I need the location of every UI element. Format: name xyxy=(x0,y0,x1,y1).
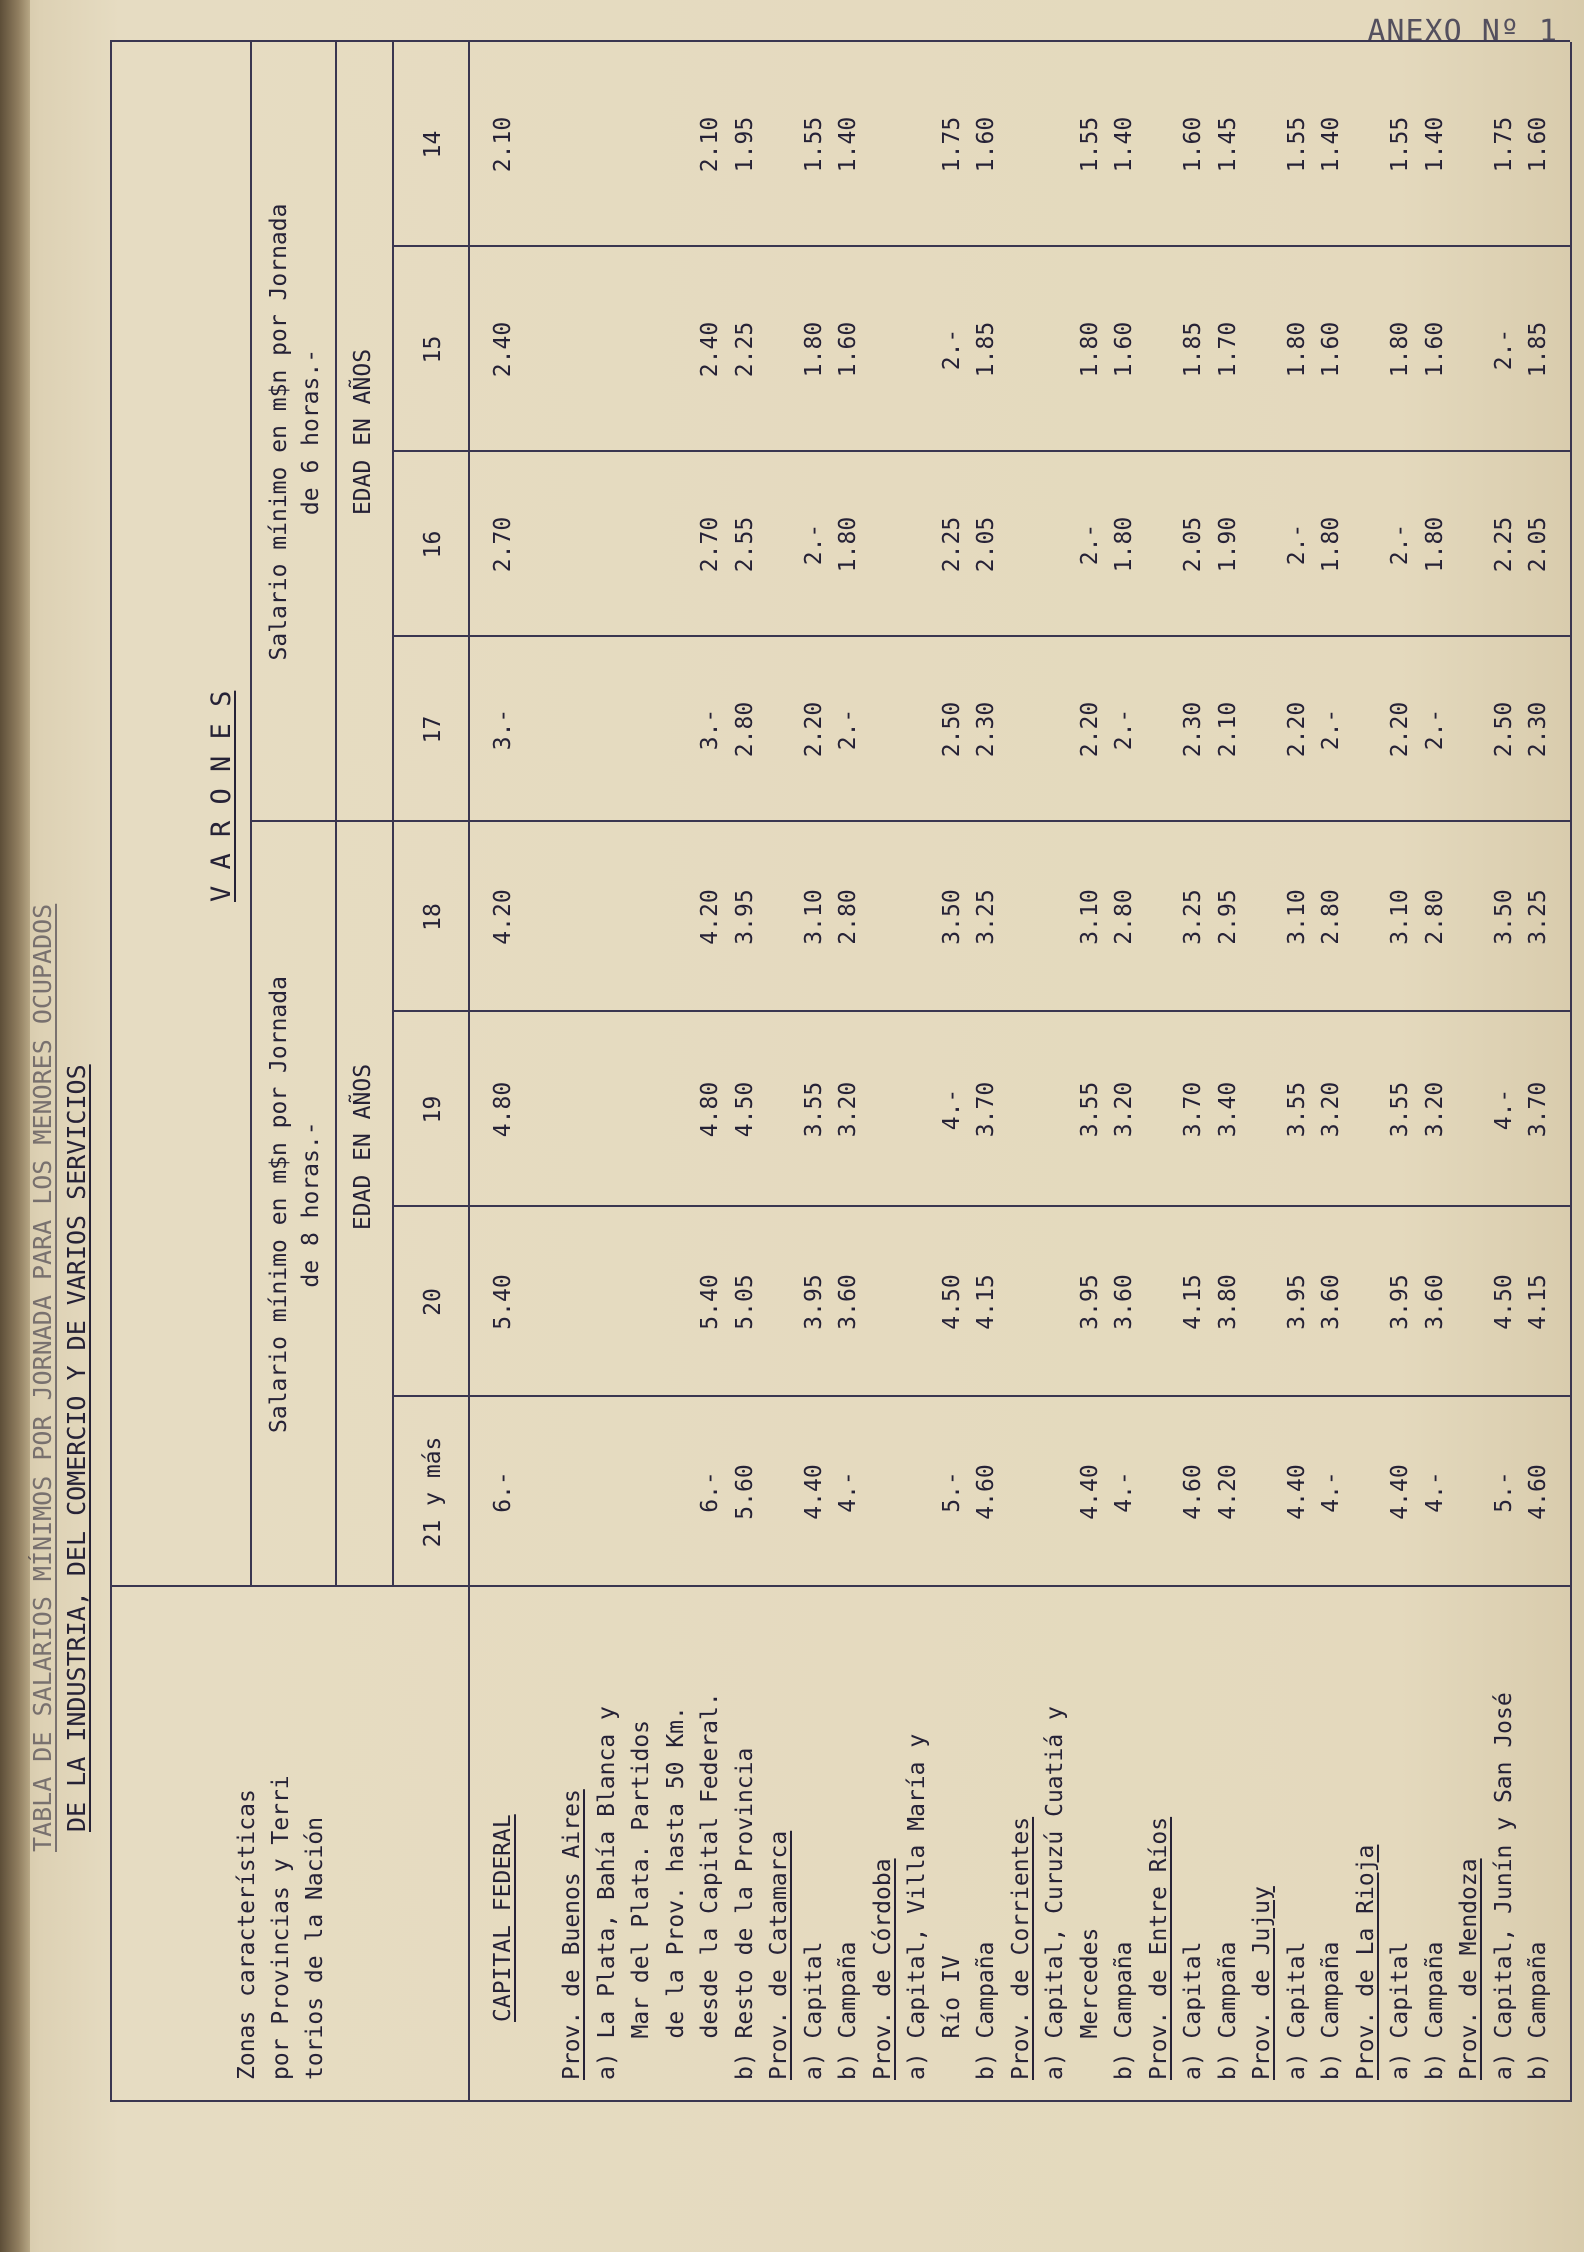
table-cell: 1.45 xyxy=(1214,116,1241,173)
table-cell: 1.80 xyxy=(1318,516,1344,573)
table-cell: 4.- xyxy=(1490,1088,1517,1131)
table-cell: 2.40 xyxy=(697,321,723,378)
table-cell: 4.60 xyxy=(1180,1464,1206,1520)
table-cell: 1.70 xyxy=(1214,321,1241,378)
table-cell: 3.95 xyxy=(1076,1274,1103,1330)
table-cell: 1.55 xyxy=(1387,116,1413,173)
table-cell: 1.80 xyxy=(800,321,827,378)
table-cell: 4.60 xyxy=(973,1464,999,1520)
table-cell: 1.75 xyxy=(1490,116,1517,173)
zone-heading: CAPITAL FEDERAL xyxy=(490,1814,516,2022)
zone-label: a) Capital xyxy=(800,1941,827,2080)
table-cell: 1.85 xyxy=(1525,321,1551,378)
age-col-14: 14 xyxy=(420,130,446,159)
age-col-16: 16 xyxy=(420,530,446,559)
table-cell: 4.50 xyxy=(731,1081,758,1138)
zone-label: a) Capital xyxy=(1283,1941,1310,2080)
zone-label: a) Capital, Villa María y xyxy=(904,1733,930,2080)
table-cell: 6.- xyxy=(697,1471,723,1513)
table-cell: 2.30 xyxy=(1525,701,1551,758)
table-cell: 1.60 xyxy=(1318,321,1344,378)
salary-8h-line-1: Salario mínimo en m$n por Jornada xyxy=(266,976,292,1433)
table-cell: 3.50 xyxy=(938,889,965,945)
table-cell: 5.60 xyxy=(731,1464,758,1520)
zone-label: a) La Plata, Bahía Blanca y xyxy=(593,1706,620,2080)
table-cell: 3.20 xyxy=(1111,1081,1137,1138)
table-cell: 2.50 xyxy=(1490,701,1517,758)
table-cell: 5.- xyxy=(1490,1471,1517,1513)
table-cell: 4.60 xyxy=(1525,1464,1551,1520)
table-cell: 5.40 xyxy=(490,1274,516,1330)
table-cell: 1.55 xyxy=(1076,116,1103,173)
ages-row-divider-6h xyxy=(392,42,394,822)
table-cell: 1.80 xyxy=(835,516,861,573)
table-cell: 4.- xyxy=(938,1088,965,1131)
table-cell: 2.40 xyxy=(490,321,516,378)
table-cell: 2.- xyxy=(1421,708,1448,751)
table-bottom-border xyxy=(1570,42,1572,2102)
table-cell: 3.95 xyxy=(1283,1274,1310,1330)
table-cell: 3.55 xyxy=(1076,1081,1103,1138)
age-col-15: 15 xyxy=(420,335,446,364)
table-cell: 4.50 xyxy=(938,1274,965,1330)
table-cell: 4.50 xyxy=(1490,1274,1517,1330)
table-cell: 4.15 xyxy=(1180,1274,1206,1330)
group-title-varones: V A R O N E S xyxy=(206,690,237,902)
table-cell: 2.80 xyxy=(835,889,861,945)
province-label: Prov. de Córdoba xyxy=(869,1858,896,2080)
table-cell: 2.10 xyxy=(697,116,723,173)
table-cell: 4.80 xyxy=(490,1081,516,1138)
table-cell: 1.60 xyxy=(1525,116,1551,173)
table-cell: 1.80 xyxy=(1421,516,1448,573)
table-cell: 3.- xyxy=(697,708,723,751)
zone-label: a) Capital, Junín y San José xyxy=(1490,1692,1517,2080)
zone-label: b) Resto de la Provincia xyxy=(731,1747,758,2080)
age-divider-8h xyxy=(335,822,337,1587)
age-col-21: 21 y más xyxy=(420,1436,446,1548)
table-cell: 4.40 xyxy=(800,1464,827,1520)
table-cell: 4.15 xyxy=(1525,1274,1551,1330)
table-cell: 2.- xyxy=(1076,523,1103,566)
table-cell: 3.10 xyxy=(1283,889,1310,945)
table-cell: 2.- xyxy=(835,708,861,751)
zone-label: a) Capital, Curuzú Cuatiá y xyxy=(1042,1706,1068,2080)
age-col-18: 18 xyxy=(420,903,446,931)
table-cell: 4.- xyxy=(835,1471,861,1513)
table-cell: 6.- xyxy=(490,1471,516,1513)
province-label: Prov. de Catamarca xyxy=(766,1830,792,2080)
table-cell: 1.40 xyxy=(835,116,861,173)
zone-label: desde la Capital Federal. xyxy=(697,1692,723,2080)
header-body-divider xyxy=(468,42,470,2102)
table-cell: 2.25 xyxy=(1490,516,1517,573)
table-cell: 4.80 xyxy=(697,1081,723,1138)
province-label: Prov. de Mendoza xyxy=(1456,1858,1482,2080)
table-cell: 3.55 xyxy=(1387,1081,1413,1138)
table-cell: 1.60 xyxy=(1111,321,1137,378)
table-cell: 2.05 xyxy=(1180,516,1206,573)
province-label: Prov. de Entre Ríos xyxy=(1145,1816,1172,2080)
table-cell: 2.- xyxy=(1111,708,1137,751)
zone-label: Mercedes xyxy=(1076,1927,1103,2080)
table-cell: 3.60 xyxy=(835,1274,861,1330)
province-label: Prov. de Corrientes xyxy=(1007,1816,1034,2080)
table-cell: 1.60 xyxy=(973,116,999,173)
table-cell: 4.15 xyxy=(973,1274,999,1330)
zone-header-line-1: Zonas características xyxy=(234,1789,260,2080)
table-cell: 1.60 xyxy=(1421,321,1448,378)
table-cell: 4.20 xyxy=(1214,1464,1241,1520)
zone-label: b) Campaña xyxy=(1111,1941,1137,2080)
table-cell: 2.- xyxy=(1318,708,1344,751)
table-cell: 2.70 xyxy=(697,516,723,573)
table-cell: 3.10 xyxy=(1387,889,1413,945)
table-cell: 3.40 xyxy=(1214,1081,1241,1138)
table-cell: 1.40 xyxy=(1421,116,1448,173)
table-cell: 3.70 xyxy=(1525,1081,1551,1138)
table-cell: 2.- xyxy=(1490,328,1517,371)
table-cell: 3.25 xyxy=(973,889,999,945)
table-cell: 2.05 xyxy=(1525,516,1551,573)
zone-label: b) Campaña xyxy=(1421,1941,1448,2080)
table-cell: 3.95 xyxy=(731,889,758,945)
table-cell: 2.25 xyxy=(731,321,758,378)
table-cell: 3.- xyxy=(490,708,516,751)
table-cell: 1.75 xyxy=(938,116,965,173)
zone-label: Río IV xyxy=(938,1955,965,2080)
zone-label: b) Campaña xyxy=(973,1941,999,2080)
table-cell: 2.20 xyxy=(1283,701,1310,758)
table-cell: 2.05 xyxy=(973,516,999,573)
table-cell: 2.20 xyxy=(1387,701,1413,758)
jornada-divider xyxy=(250,820,1570,822)
table-top-border xyxy=(110,42,112,2102)
table-cell: 4.- xyxy=(1421,1471,1448,1513)
table-cell: 3.95 xyxy=(800,1274,827,1330)
table-cell: 1.80 xyxy=(1387,321,1413,378)
annex-label: ANEXO Nº 1 xyxy=(1367,14,1558,49)
table-cell: 2.- xyxy=(1387,523,1413,566)
table-cell: 4.20 xyxy=(490,889,516,945)
table-cell: 2.10 xyxy=(490,116,516,173)
age-divider-6h xyxy=(335,42,337,822)
table-cell: 2.30 xyxy=(1180,701,1206,758)
document-title-line-1: TABLA DE SALARIOS MÍNIMOS POR JORNADA PARA LOS MENORES OCUPADOS xyxy=(28,903,57,1852)
table-cell: 1.95 xyxy=(731,116,758,173)
table-cell: 3.60 xyxy=(1111,1274,1137,1330)
age-col-20: 20 xyxy=(420,1288,446,1316)
table-cell: 1.60 xyxy=(835,321,861,378)
table-cell: 2.55 xyxy=(731,516,758,573)
table-cell: 3.20 xyxy=(1421,1081,1448,1138)
table-cell: 3.55 xyxy=(1283,1081,1310,1138)
zone-label: b) Campaña xyxy=(1318,1941,1344,2080)
table-cell: 1.40 xyxy=(1318,116,1344,173)
table-cell: 1.55 xyxy=(800,116,827,173)
province-label: Prov. de Buenos Aires xyxy=(559,1789,585,2080)
table-cell: 2.20 xyxy=(800,701,827,758)
table-cell: 1.90 xyxy=(1214,516,1241,573)
table-cell: 5.05 xyxy=(731,1274,758,1330)
table-cell: 3.20 xyxy=(1318,1081,1344,1138)
table-cell: 5.40 xyxy=(697,1274,723,1330)
table-left-border xyxy=(110,2100,1570,2102)
table-cell: 1.80 xyxy=(1076,321,1103,378)
table-cell: 2.80 xyxy=(731,701,758,758)
table-cell: 3.60 xyxy=(1318,1274,1344,1330)
table-cell: 1.40 xyxy=(1111,116,1137,173)
table-cell: 4.- xyxy=(1318,1471,1344,1513)
table-cell: 2.- xyxy=(938,328,965,371)
age-label-8h: EDAD EN AÑOS xyxy=(350,1063,376,1231)
table-cell: 3.25 xyxy=(1525,889,1551,945)
group-divider xyxy=(250,42,252,1587)
salary-6h-line-2: de 6 horas.- xyxy=(298,348,324,516)
table-cell: 1.80 xyxy=(1111,516,1137,573)
table-cell: 1.60 xyxy=(1180,116,1206,173)
salary-8h-line-2: de 8 horas.- xyxy=(298,1121,324,1288)
table-cell: 4.- xyxy=(1111,1471,1137,1513)
age-col-17: 17 xyxy=(420,715,446,744)
province-label: Prov. de Jujuy xyxy=(1249,1886,1275,2080)
table-cell: 3.25 xyxy=(1180,889,1206,945)
table-cell: 3.80 xyxy=(1214,1274,1241,1330)
zone-header-line-3: torios de la Nación xyxy=(302,1816,328,2080)
table-cell: 2.80 xyxy=(1318,889,1344,945)
table-cell: 3.20 xyxy=(835,1081,861,1138)
table-cell: 1.55 xyxy=(1283,116,1310,173)
age-label-6h: EDAD EN AÑOS xyxy=(350,348,376,516)
table-cell: 5.- xyxy=(938,1471,965,1513)
table-cell: 3.50 xyxy=(1490,889,1517,945)
zone-header-line-2: por Provincias y Terri xyxy=(268,1775,294,2080)
zone-label: a) Capital xyxy=(1387,1941,1413,2080)
table-cell: 4.40 xyxy=(1387,1464,1413,1520)
zone-label: a) Capital xyxy=(1180,1941,1206,2080)
table-cell: 3.60 xyxy=(1421,1274,1448,1330)
age-col-19: 19 xyxy=(420,1095,446,1124)
document-title-line-2: DE LA INDUSTRIA, DEL COMERCIO Y DE VARIOS SERVICIOS xyxy=(62,1064,91,1832)
table-cell: 3.70 xyxy=(973,1081,999,1138)
table-cell: 3.70 xyxy=(1180,1081,1206,1138)
zone-label: de la Prov. hasta 50 Km. xyxy=(662,1706,689,2080)
table-cell: 2.50 xyxy=(938,701,965,758)
table-cell: 2.25 xyxy=(938,516,965,573)
zone-label: Mar del Plata. Partidos xyxy=(628,1719,654,2080)
table-cell: 3.10 xyxy=(800,889,827,945)
zone-label: b) Campaña xyxy=(1214,1941,1241,2080)
table-cell: 3.95 xyxy=(1387,1274,1413,1330)
table-cell: 2.80 xyxy=(1111,889,1137,945)
table-cell: 3.55 xyxy=(800,1081,827,1138)
table-cell: 2.10 xyxy=(1214,701,1241,758)
table-cell: 2.95 xyxy=(1214,889,1241,945)
table-cell: 1.80 xyxy=(1283,321,1310,378)
table-cell: 1.85 xyxy=(1180,321,1206,378)
table-cell: 2.70 xyxy=(490,516,516,573)
table-cell: 2.80 xyxy=(1421,889,1448,945)
table-cell: 2.- xyxy=(1283,523,1310,566)
table-cell: 3.10 xyxy=(1076,889,1103,945)
table-cell: 2.20 xyxy=(1076,701,1103,758)
zone-label: b) Campaña xyxy=(1525,1941,1551,2080)
table-cell: 4.20 xyxy=(697,889,723,945)
zone-label: b) Campaña xyxy=(835,1941,861,2080)
table-cell: 4.40 xyxy=(1076,1464,1103,1520)
table-cell: 2.- xyxy=(800,523,827,566)
table-cell: 1.85 xyxy=(973,321,999,378)
table-cell: 4.40 xyxy=(1283,1464,1310,1520)
province-label: Prov. de La Rioja xyxy=(1352,1844,1379,2080)
salary-6h-line-1: Salario mínimo en m$n por Jornada xyxy=(266,203,292,661)
table-cell: 2.30 xyxy=(973,701,999,758)
